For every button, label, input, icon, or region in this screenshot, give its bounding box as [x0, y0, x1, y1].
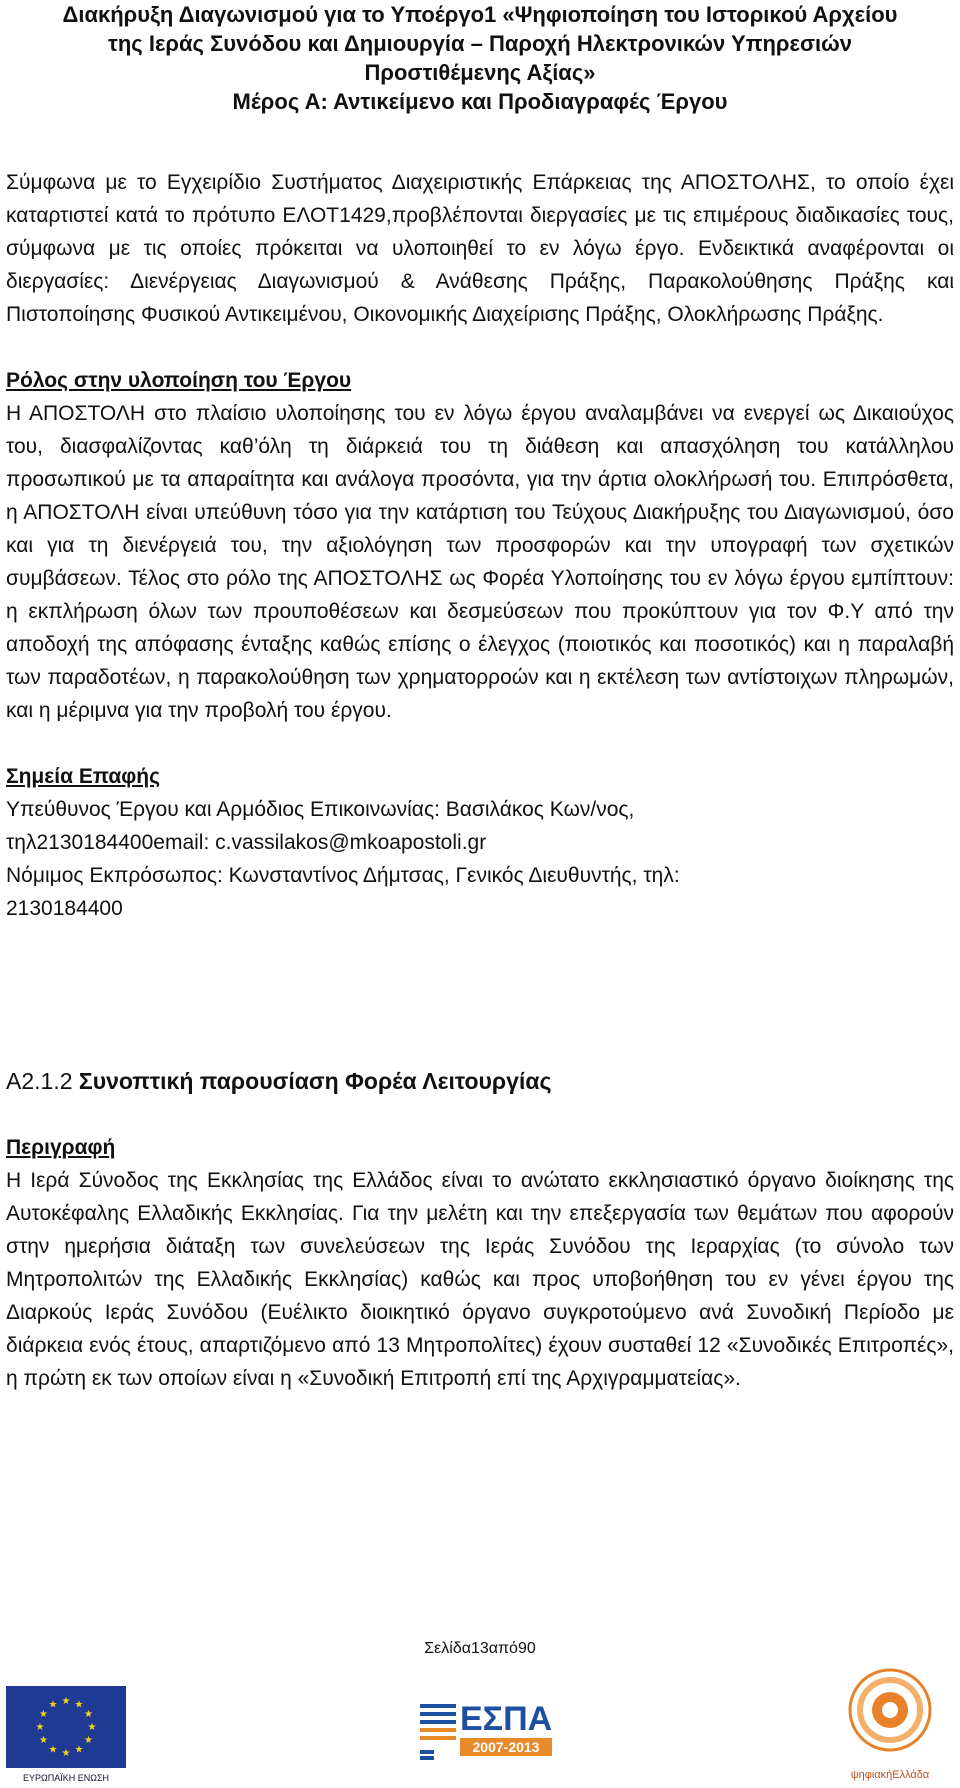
- espa-text: ΕΣΠΑ: [460, 1700, 553, 1738]
- eu-star-icon: ★: [84, 1709, 94, 1720]
- digital-greece-caption: ψηφιακήΕλλάδα: [850, 1769, 930, 1781]
- header-line-1: Διακήρυξη Διαγωνισμού για το Υποέργο1 «Ψηφιοποίηση του Ιστορικού Αρχείου: [62, 2, 898, 27]
- eu-star-icon: ★: [61, 1696, 71, 1707]
- document-header: [0, 0, 960, 116]
- espa-logo-icon: [418, 1688, 558, 1770]
- eu-star-icon: ★: [87, 1722, 97, 1733]
- header-line-4: Μέρος Α: Αντικείμενο και Προδιαγραφές Έργου: [232, 89, 728, 114]
- contact-line-3: Νόμιμος Εκπρόσωπος: Κωνσταντίνος Δήμτσας, Γενικός Διευθυντής, τηλ:: [6, 864, 680, 887]
- document-body: [6, 166, 954, 1395]
- eu-star-icon: ★: [48, 1744, 58, 1756]
- description-paragraph: Η Ιερά Σύνοδος της Εκκλησίας της Ελλάδος είναι το ανώτατο εκκλησιαστικό όργανο διοίκησης της Αυτοκέφαλης Ελλαδικής Εκκλησίας. Για την μελέτη και την επεξεργασία των θεμάτων που αφορούν στην ημερήσια διάταξη των συνελεύσεων της Ιεράς Συνόδου της Ιεραρχίας (το σύνολο των Μητροπολιτών της Ελλαδικής Εκκλησίας) καθώς και προς υποβοήθηση του εν γένει έργου της Διαρκούς Ιεράς Συνόδου (Ευέλικτο διοικητικό όργανο συγκροτούμενο ανά Συνοδική Περίοδο με διάρκεια ενός έτους, απαρτιζόμενο από 13 Μητροπολίτες) έχουν συσταθεί 12 «Συνοδικές Επιτροπές», η πρώτη εκ των οποίων είναι η «Συνοδική Επιτροπή επί της Αρχιγραμματείας».: [6, 1169, 954, 1390]
- eu-star-icon: ★: [84, 1735, 94, 1746]
- eu-star-icon: ★: [61, 1748, 71, 1759]
- digital-greece-icon: [830, 1660, 950, 1764]
- page-number: Σελίδα13από90: [424, 1640, 536, 1657]
- header-line-2: της Ιεράς Συνόδου και Δημιουργία – Παροχή Ηλεκτρονικών Υπηρεσιών: [108, 31, 852, 56]
- section-title-text: Συνοπτική παρουσίαση Φορέα Λειτουργίας: [78, 1068, 552, 1094]
- header-line-3: Προστιθέμενης Αξίας»: [364, 60, 596, 85]
- eu-star-icon: ★: [35, 1722, 45, 1733]
- espa-logo: [418, 1688, 558, 1770]
- eu-star-icon: ★: [74, 1744, 84, 1756]
- espa-years: 2007-2013: [472, 1739, 540, 1755]
- eu-logo: [6, 1686, 126, 1782]
- section-title: [6, 1065, 954, 1098]
- contact-line-4: 2130184400: [6, 897, 123, 920]
- eu-star-icon: ★: [74, 1699, 84, 1711]
- intro-paragraph: Σύμφωνα με το Εγχειρίδιο Συστήματος Διαχειριστικής Επάρκειας της ΑΠΟΣΤΟΛΗΣ, το οποίο έχει καταρτιστεί κατά το πρότυπο ΕΛΟΤ1429,προβλέπονται διεργασίες με τις επιμέρους διαδικασίες τους, σύμφωνα με τις οποίες πρόκειται να υλοποιηθεί το εν λόγω έργο. Ενδεικτικά αναφέρονται οι διεργασίες: Διενέργειας Διαγωνισμού & Ανάθεσης Πράξης, Παρακολούθησης Πράξης και Πιστοποίησης Φυσικού Αντικειμένου, Οικονομικής Διαχείρισης Πράξης, Ολοκλήρωσης Πράξης.: [6, 171, 954, 326]
- description-heading: Περιγραφή: [6, 1136, 116, 1159]
- contact-heading: Σημεία Επαφής: [6, 765, 161, 788]
- contact-line-1: Υπεύθυνος Έργου και Αρμόδιος Επικοινωνίας: Βασιλάκος Κων/νος,: [6, 798, 635, 821]
- role-heading: Ρόλος στην υλοποίηση του Έργου: [6, 369, 352, 392]
- role-paragraph: Η ΑΠΟΣΤΟΛΗ στο πλαίσιο υλοποίησης του εν λόγω έργου αναλαμβάνει να ενεργεί ως Δικαιούχος του, διασφαλίζοντας καθ’όλη τη διάρκειά του τη διάθεση και απασχόληση του κατάλληλου προσωπικού με τα απαραίτητα και ανάλογα προσόντα, για την άρτια ολοκλήρωσή του. Επιπρόσθετα, η ΑΠΟΣΤΟΛΗ είναι υπεύθυνη τόσο για την κατάρτιση του Τεύχους Διακήρυξης του Διαγωνισμού, όσο και για τη διενέργειά του, την αξιολόγηση των προσφορών και την υπογραφή των σχετικών συμβάσεων. Τέλος στο ρόλο της ΑΠΟΣΤΟΛΗΣ ως Φορέα Υλοποίησης του εν λόγω έργου εμπίπτουν: η εκπλήρωση όλων των προυποθέσεων και δεσμεύσεων που προκύπτουν για τον Φ.Υ από την αποδοχή της απόφασης ένταξης καθώς επίσης ο έλεγχος (ποιοτικός και ποσοτικός) και η παραλαβή των παραδοτέων, η παρακολούθηση των χρηματορροών και η εκτέλεση των αντίστοιχων πληρωμών, και η μέριμνα για την προβολή του έργου.: [6, 402, 954, 722]
- eu-star-icon: ★: [38, 1735, 48, 1746]
- eu-star-icon: ★: [48, 1699, 58, 1711]
- eu-star-icon: ★: [38, 1709, 48, 1720]
- contact-line-2: τηλ2130184400email: c.vassilakos@mkoapostoli.gr: [6, 831, 487, 854]
- eu-caption: ΕΥΡΩΠΑΪΚΗ ΕΝΩΣΗ: [22, 1773, 110, 1783]
- section-number: Α2.1.2: [6, 1068, 79, 1094]
- digital-greece-logo: [830, 1660, 950, 1782]
- eu-flag-icon: [6, 1686, 126, 1768]
